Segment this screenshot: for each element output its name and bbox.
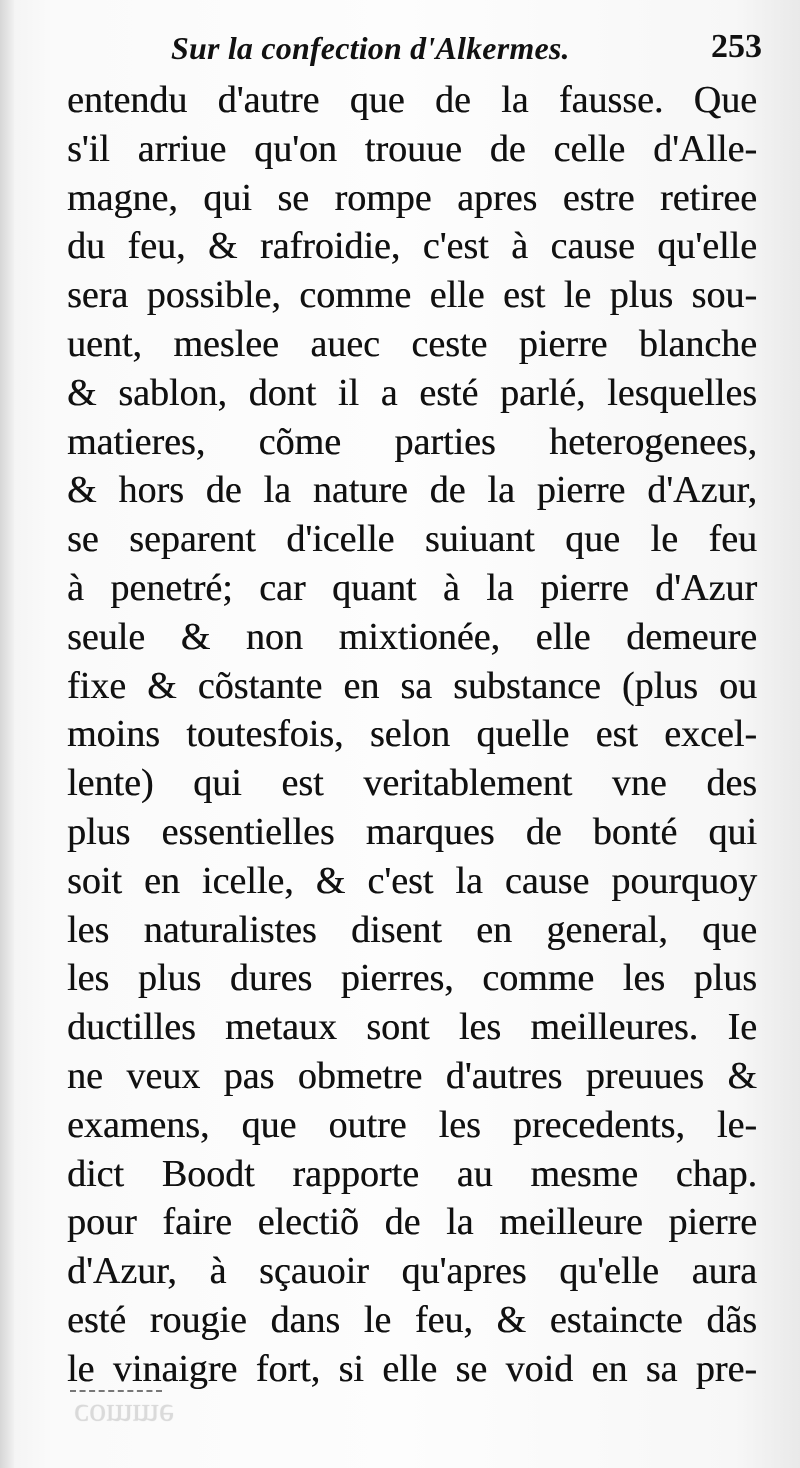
body-text — [67, 76, 757, 1394]
text-line: fixe & cõstante en sa substance (plus ou — [67, 664, 757, 707]
text-line: examens, que outre les precedents, le- — [67, 1103, 757, 1146]
text-line: moins toutesfois, selon quelle est excel- — [67, 713, 757, 756]
text-line: soit en icelle, & c'est la cause pourquoy — [67, 859, 757, 902]
catchword-rule — [70, 1390, 162, 1392]
text-line: matieres, cõme parties heterogenees, — [67, 420, 757, 463]
text-line: entendu d'autre que de la fausse. Que — [67, 79, 757, 121]
text-line: ductilles metaux sont les meilleures. Ie — [67, 1006, 757, 1049]
text-line: ne veux pas obmetre d'autres preuues & — [67, 1054, 757, 1097]
text-line: & sablon, dont il a esté parlé, lesquelles — [67, 371, 757, 414]
text-line: lente) qui est veritablement vne des — [67, 762, 757, 805]
running-title: Sur la confection d'Alkermes. — [171, 30, 570, 66]
page-number: 253 — [711, 28, 762, 65]
text-line: d'Azur, à sçauoir qu'apres qu'elle aura — [67, 1250, 757, 1293]
text-line: se separent d'icelle suiuant que le feu — [67, 518, 757, 561]
text-line: uent, meslee auec ceste pierre blanche — [67, 322, 757, 365]
text-line: pour faire electiõ de la meilleure pierre — [67, 1201, 757, 1244]
text-line: dict Boodt rapporte au mesme chap. — [67, 1152, 757, 1195]
page-gutter — [0, 0, 14, 1468]
text-line: le vinaigre fort, si elle se void en sa pre- — [67, 1347, 757, 1390]
text-line: esté rougie dans le feu, & estaincte dãs — [67, 1298, 757, 1341]
text-line: seule & non mixtionée, elle demeure — [67, 615, 757, 658]
show-through-text: comme — [74, 1397, 175, 1434]
text-line: s'il arriue qu'on trouue de celle d'Alle- — [67, 127, 757, 170]
text-line: plus essentielles marques de bonté qui — [67, 810, 757, 853]
text-line: du feu, & rafroidie, c'est à cause qu'elle — [67, 225, 757, 268]
text-line: & hors de la nature de la pierre d'Azur, — [67, 469, 757, 512]
text-line: les plus dures pierres, comme les plus — [67, 957, 757, 1000]
text-line: magne, qui se rompe apres estre retiree — [67, 176, 757, 219]
text-line: les naturalistes disent en general, que — [67, 908, 757, 951]
text-line: à penetré; car quant à la pierre d'Azur — [67, 566, 757, 609]
text-line: sera possible, comme elle est le plus sou- — [67, 274, 757, 317]
